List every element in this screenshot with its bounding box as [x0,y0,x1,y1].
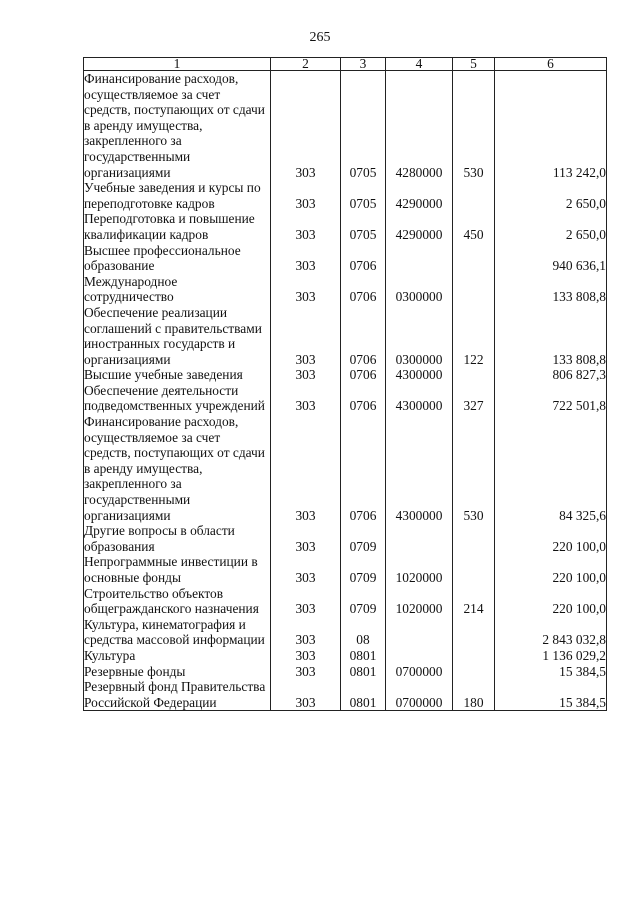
amount-cell: 722 501,8 [495,383,607,414]
ministry-code-cell: 303 [271,664,341,680]
row-name-cell: Переподготовка и повышение квалификации кадров [84,211,271,242]
page-number: 265 [309,30,331,45]
row-name-cell: Высшее профессиональное образование [84,243,271,274]
amount-cell: 806 827,3 [495,367,607,383]
table-row [84,414,607,523]
expense-type-cell [453,180,495,211]
section-code-cell: 0706 [341,367,386,383]
amount-cell: 133 808,8 [495,305,607,367]
ministry-code-cell: 303 [271,586,341,617]
expense-type-cell [453,523,495,554]
section-code-cell: 0706 [341,414,386,523]
section-code-cell: 0705 [341,71,386,181]
target-article-cell: 4290000 [386,211,453,242]
expense-type-cell [453,648,495,664]
amount-cell: 113 242,0 [495,71,607,181]
budget-table [83,57,607,711]
table-row [84,274,607,305]
section-code-cell: 0801 [341,648,386,664]
table-row [84,617,607,648]
expense-type-cell [453,617,495,648]
section-code-cell: 0709 [341,523,386,554]
table-row [84,383,607,414]
row-name-cell: Финансирование расходов, осуществляемое за счет средств, поступающих от сдачи в аренду имущества, закрепленного за государственными организациями [84,414,271,523]
section-code-cell: 0706 [341,383,386,414]
section-code-cell: 0705 [341,180,386,211]
target-article-cell: 4300000 [386,414,453,523]
amount-cell: 15 384,5 [495,664,607,680]
target-article-cell [386,617,453,648]
ministry-code-cell: 303 [271,305,341,367]
expense-type-cell [453,274,495,305]
table-row [84,554,607,585]
column-header-6: 6 [495,58,607,71]
target-article-cell: 4300000 [386,367,453,383]
row-name-cell: Другие вопросы в области образования [84,523,271,554]
amount-cell: 220 100,0 [495,586,607,617]
table-row [84,71,607,181]
column-header-1: 1 [84,58,271,71]
row-name-cell: Культура, кинематография и средства массовой информации [84,617,271,648]
amount-cell: 2 650,0 [495,180,607,211]
expense-type-cell: 180 [453,679,495,711]
column-header-2: 2 [271,58,341,71]
amount-cell: 220 100,0 [495,554,607,585]
ministry-code-cell: 303 [271,523,341,554]
target-article-cell: 1020000 [386,554,453,585]
target-article-cell: 0700000 [386,664,453,680]
expense-type-cell: 530 [453,414,495,523]
row-name-cell: Культура [84,648,271,664]
table-row [84,367,607,383]
section-code-cell: 0705 [341,211,386,242]
column-header-4: 4 [386,58,453,71]
row-name-cell: Учебные заведения и курсы по переподготовке кадров [84,180,271,211]
amount-cell: 2 843 032,8 [495,617,607,648]
section-code-cell: 0706 [341,243,386,274]
column-header-5: 5 [453,58,495,71]
ministry-code-cell: 303 [271,274,341,305]
target-article-cell: 1020000 [386,586,453,617]
expense-type-cell: 450 [453,211,495,242]
section-code-cell: 0706 [341,305,386,367]
table-row [84,586,607,617]
section-code-cell: 0706 [341,274,386,305]
table-row [84,523,607,554]
amount-cell: 133 808,8 [495,274,607,305]
target-article-cell [386,243,453,274]
row-name-cell: Строительство объектов общегражданского назначения [84,586,271,617]
expense-type-cell [453,554,495,585]
expense-type-cell: 122 [453,305,495,367]
ministry-code-cell: 303 [271,211,341,242]
expense-type-cell [453,367,495,383]
target-article-cell: 0300000 [386,274,453,305]
ministry-code-cell: 303 [271,367,341,383]
amount-cell: 1 136 029,2 [495,648,607,664]
amount-cell: 220 100,0 [495,523,607,554]
expense-type-cell [453,664,495,680]
expense-type-cell: 214 [453,586,495,617]
table-header-row [84,58,607,71]
target-article-cell: 4280000 [386,71,453,181]
table-row [84,243,607,274]
table-row [84,664,607,680]
ministry-code-cell: 303 [271,414,341,523]
section-code-cell: 0709 [341,586,386,617]
section-code-cell: 0801 [341,679,386,711]
ministry-code-cell: 303 [271,243,341,274]
target-article-cell: 4290000 [386,180,453,211]
ministry-code-cell: 303 [271,71,341,181]
section-code-cell: 08 [341,617,386,648]
row-name-cell: Непрограммные инвестиции в основные фонды [84,554,271,585]
amount-cell: 2 650,0 [495,211,607,242]
amount-cell: 940 636,1 [495,243,607,274]
expense-type-cell [453,243,495,274]
table-row [84,679,607,711]
ministry-code-cell: 303 [271,679,341,711]
target-article-cell [386,648,453,664]
table-row [84,648,607,664]
ministry-code-cell: 303 [271,617,341,648]
table-row [84,180,607,211]
section-code-cell: 0801 [341,664,386,680]
ministry-code-cell: 303 [271,180,341,211]
target-article-cell: 4300000 [386,383,453,414]
row-name-cell: Обеспечение реализации соглашений с правительствами иностранных государств и организациями [84,305,271,367]
expense-type-cell: 327 [453,383,495,414]
ministry-code-cell: 303 [271,554,341,585]
target-article-cell [386,523,453,554]
row-name-cell: Резервный фонд Правительства Российской Федерации [84,679,271,711]
row-name-cell: Резервные фонды [84,664,271,680]
amount-cell: 15 384,5 [495,679,607,711]
row-name-cell: Финансирование расходов, осуществляемое за счет средств, поступающих от сдачи в аренду имущества, закрепленного за государственными организациями [84,71,271,181]
target-article-cell: 0300000 [386,305,453,367]
table-row [84,211,607,242]
ministry-code-cell: 303 [271,648,341,664]
row-name-cell: Международное сотрудничество [84,274,271,305]
column-header-3: 3 [341,58,386,71]
target-article-cell: 0700000 [386,679,453,711]
amount-cell: 84 325,6 [495,414,607,523]
row-name-cell: Обеспечение деятельности подведомственных учреждений [84,383,271,414]
expense-type-cell: 530 [453,71,495,181]
ministry-code-cell: 303 [271,383,341,414]
row-name-cell: Высшие учебные заведения [84,367,271,383]
section-code-cell: 0709 [341,554,386,585]
table-row [84,305,607,367]
